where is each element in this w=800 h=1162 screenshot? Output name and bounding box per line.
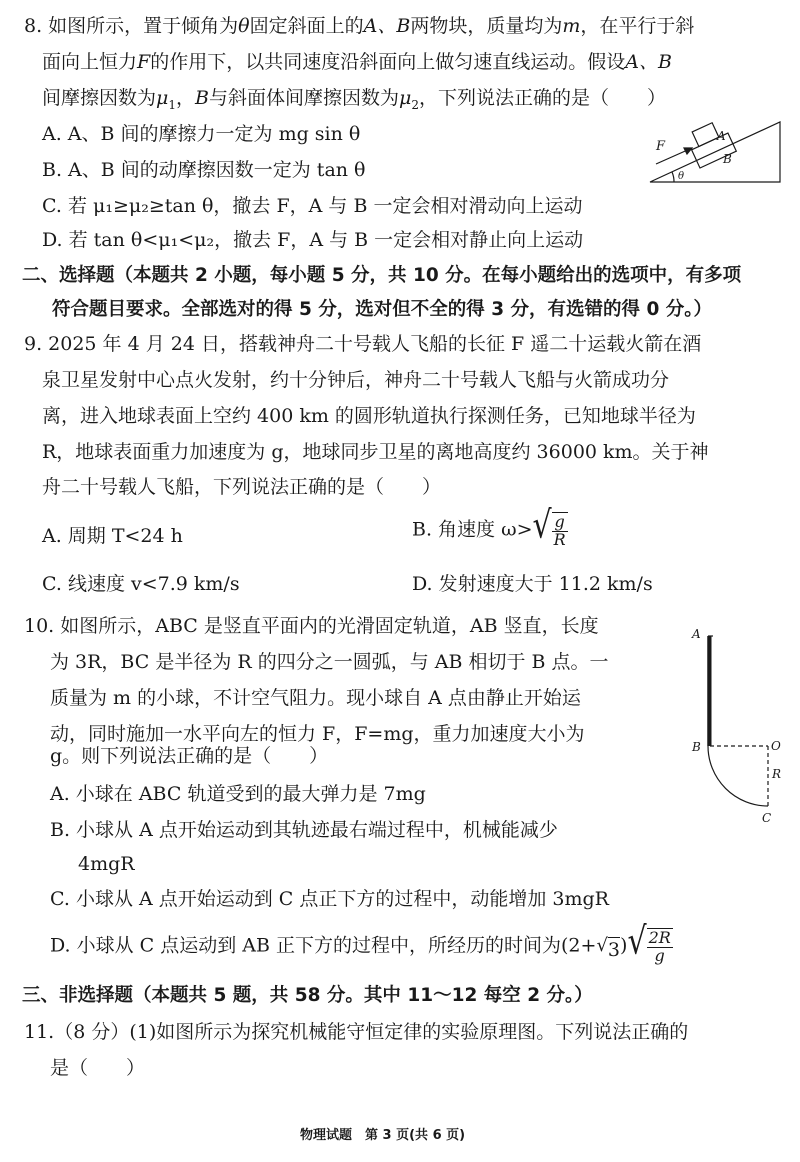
- q10-stem-line3: 质量为 m 的小球，不计空气阻力。现小球自 A 点由静止开始运: [50, 687, 581, 709]
- q10-fig-r-label: R: [772, 767, 782, 781]
- q8-fig-theta-label: θ: [678, 171, 685, 182]
- q10-option-c: C. 小球从 A 点开始运动到 C 点正下方的过程中，动能增加 3mgR: [50, 888, 609, 910]
- q9-option-c: C. 线速度 v<7.9 km/s: [42, 573, 240, 595]
- q9-stem-line2: 泉卫星发射中心点火发射，约十分钟后，神舟二十号载人飞船与火箭成功分: [42, 369, 670, 391]
- q9-option-d: D. 发射速度大于 11.2 km/s: [412, 573, 653, 595]
- section3-heading: 三、非选择题（本题共 5 题，共 58 分。其中 11～12 每空 2 分。）: [22, 985, 593, 1006]
- q10-stem-line5: g。则下列说法正确的是（ ）: [50, 745, 329, 767]
- q8-option-d: D. 若 tan θ<μ₁<μ₂，撤去 F，A 与 B 一定会相对静止向上运动: [42, 229, 584, 251]
- q10-fig-c-label: C: [762, 811, 772, 825]
- page-footer: 物理试题 第 3 页(共 6 页): [300, 1128, 466, 1143]
- q9-stem-line1: 9. 2025 年 4 月 24 日，搭载神舟二十号载人飞船的长征 F 遥二十运载火箭在酒: [24, 333, 702, 355]
- q8-incline-figure: [640, 100, 790, 190]
- q10-option-b-line1: B. 小球从 A 点开始运动到其轨迹最右端过程中，机械能减少: [50, 819, 558, 841]
- q10-option-a: A. 小球在 ABC 轨道受到的最大弹力是 7mg: [50, 783, 426, 805]
- q10-stem-line4: 动，同时施加一水平向左的恒力 F，F=mg，重力加速度大小为: [50, 723, 585, 745]
- q8-option-a: A. A、B 间的摩擦力一定为 mg sin θ: [42, 123, 361, 145]
- q8-stem-line3: 间摩擦因数为$\mu_1$，B与斜面体间摩擦因数为$\mu_2$，下列说法正确的是（ ）: [42, 87, 667, 112]
- q10-option-d: D. 小球从 C 点运动到 AB 正下方的过程中，所经历的时间为(2+ √ 3 ) √ $\frac{2R}{g}$: [50, 919, 671, 965]
- q8-fig-b-label: B: [723, 152, 732, 166]
- q9-option-b: B. 角速度 ω> √ $\frac{g}{R}$: [412, 503, 566, 549]
- q8-stem-line2: 面向上恒力F的作用下，以共同速度沿斜面向上做匀速直线运动。假设A、B: [42, 51, 672, 73]
- q10-stem-line2: 为 3R，BC 是半径为 R 的四分之一圆弧，与 AB 相切于 B 点。一: [50, 651, 609, 673]
- q11-stem-line2: 是（ ）: [50, 1057, 146, 1079]
- q8-fig-a-label: A: [717, 129, 726, 143]
- q11-stem-line1: 11.（8 分）(1)如图所示为探究机械能守恒定律的实验原理图。下列说法正确的: [24, 1021, 689, 1043]
- q8-option-b: B. A、B 间的动摩擦因数一定为 tan θ: [42, 159, 366, 181]
- q8-option-c: C. 若 μ₁≥μ₂≥tan θ，撤去 F，A 与 B 一定会相对滑动向上运动: [42, 195, 583, 217]
- q9-stem-line5: 舟二十号载人飞船，下列说法正确的是（ ）: [42, 476, 442, 498]
- q10-track-figure: [680, 626, 790, 826]
- q8-stem-line1: 8. 如图所示，置于倾角为θ固定斜面上的A、B两物块，质量均为m，在平行于斜: [24, 15, 695, 37]
- q10-stem-line1: 10. 如图所示，ABC 是竖直平面内的光滑固定轨道，AB 竖直，长度: [24, 615, 599, 637]
- q10-fig-b-label: B: [692, 740, 701, 754]
- q9-option-a: A. 周期 T<24 h: [42, 525, 183, 547]
- q8-fig-f-label: F: [656, 139, 666, 154]
- section2-heading-line1: 二、选择题（本题共 2 小题，每小题 5 分，共 10 分。在每小题给出的选项中，有多项: [22, 265, 742, 286]
- q10-fig-a-label: A: [692, 627, 701, 641]
- q9-stem-line4: R，地球表面重力加速度为 g，地球同步卫星的离地高度约 36000 km。关于神: [42, 441, 709, 463]
- q10-fig-o-label: O: [771, 739, 781, 753]
- q10-option-b-line2: 4mgR: [78, 853, 135, 875]
- section2-heading-line2: 符合题目要求。全部选对的得 5 分，选对但不全的得 3 分，有选错的得 0 分。）: [52, 299, 713, 320]
- q9-stem-line3: 离，进入地球表面上空约 400 km 的圆形轨道执行探测任务，已知地球半径为: [42, 405, 696, 427]
